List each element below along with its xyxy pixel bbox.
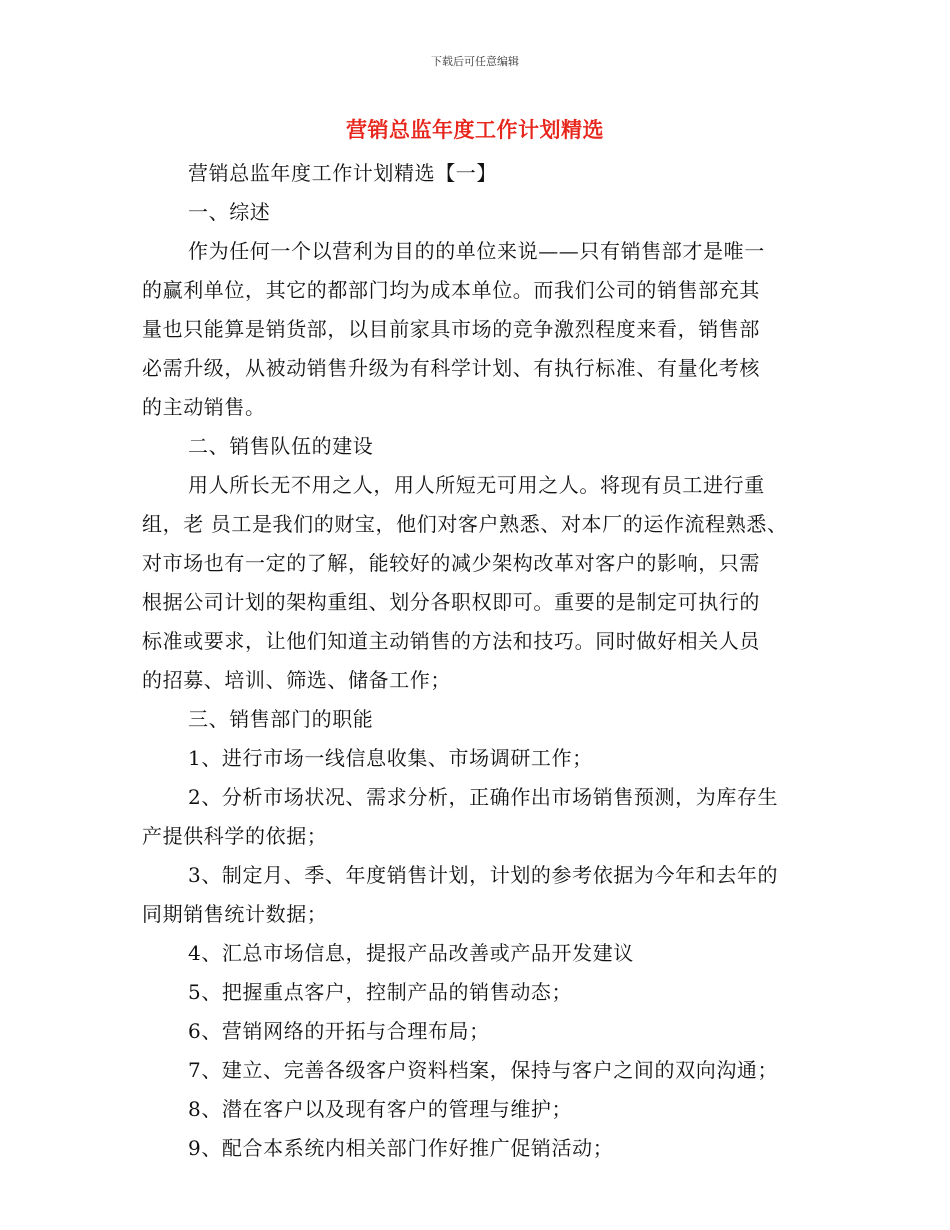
body-line: 4、汇总市场信息，提报产品改善或产品开发建议 [188, 941, 634, 965]
body-line: 量也只能算是销货部，以目前家具市场的竞争激烈程度来看，销售部 [142, 317, 760, 341]
body-line: 对市场也有一定的了解，能较好的减少架构改革对客户的影响，只需 [142, 551, 760, 575]
body-line: 的主动销售。 [142, 395, 266, 419]
body-line: 组，老 员工是我们的财宝，他们对客户熟悉、对本厂的运作流程熟悉、 [142, 512, 788, 536]
body-line: 同期销售统计数据； [142, 902, 328, 926]
body-line: 的赢利单位，其它的都部门均为成本单位。而我们公司的销售部充其 [142, 278, 760, 302]
body-line: 8、潜在客户以及现有客户的管理与维护； [188, 1097, 573, 1121]
body-line: 三、销售部门的职能 [188, 707, 374, 731]
body-line: 二、销售队伍的建设 [188, 434, 374, 458]
body-line: 产提供科学的依据； [142, 824, 328, 848]
body-line: 2、分析市场状况、需求分析，正确作出市场销售预测，为库存生 [188, 785, 779, 809]
body-line: 9、配合本系统内相关部门作好推广促销活动； [188, 1136, 614, 1160]
body-line: 标准或要求，让他们知道主动销售的方法和技巧。同时做好相关人员 [142, 629, 760, 653]
document-body [142, 158, 812, 1164]
body-line: 用人所长无不用之人，用人所短无可用之人。将现有员工进行重 [188, 473, 765, 497]
body-line: 5、把握重点客户，控制产品的销售动态； [188, 980, 573, 1004]
body-line: 一、综述 [188, 200, 271, 224]
body-line: 7、建立、完善各级客户资料档案，保持与客户之间的双向沟通； [188, 1058, 779, 1082]
document-title: 营销总监年度工作计划精选 [346, 118, 604, 142]
body-line: 根据公司计划的架构重组、划分各职权即可。重要的是制定可执行的 [142, 590, 760, 614]
header-note: 下载后可任意编辑 [431, 55, 519, 68]
body-line: 3、制定月、季、年度销售计划，计划的参考依据为今年和去年的 [188, 863, 779, 887]
body-line: 6、营销网络的开拓与合理布局； [188, 1019, 490, 1043]
body-line: 1、进行市场一线信息收集、市场调研工作； [188, 746, 593, 770]
body-line: 的招募、培训、筛选、储备工作； [142, 668, 451, 692]
body-line: 营销总监年度工作计划精选【一】 [188, 161, 497, 185]
body-line: 作为任何一个以营利为目的的单位来说——只有销售部才是唯一 [188, 239, 765, 263]
body-line: 必需升级，从被动销售升级为有科学计划、有执行标准、有量化考核 [142, 356, 760, 380]
